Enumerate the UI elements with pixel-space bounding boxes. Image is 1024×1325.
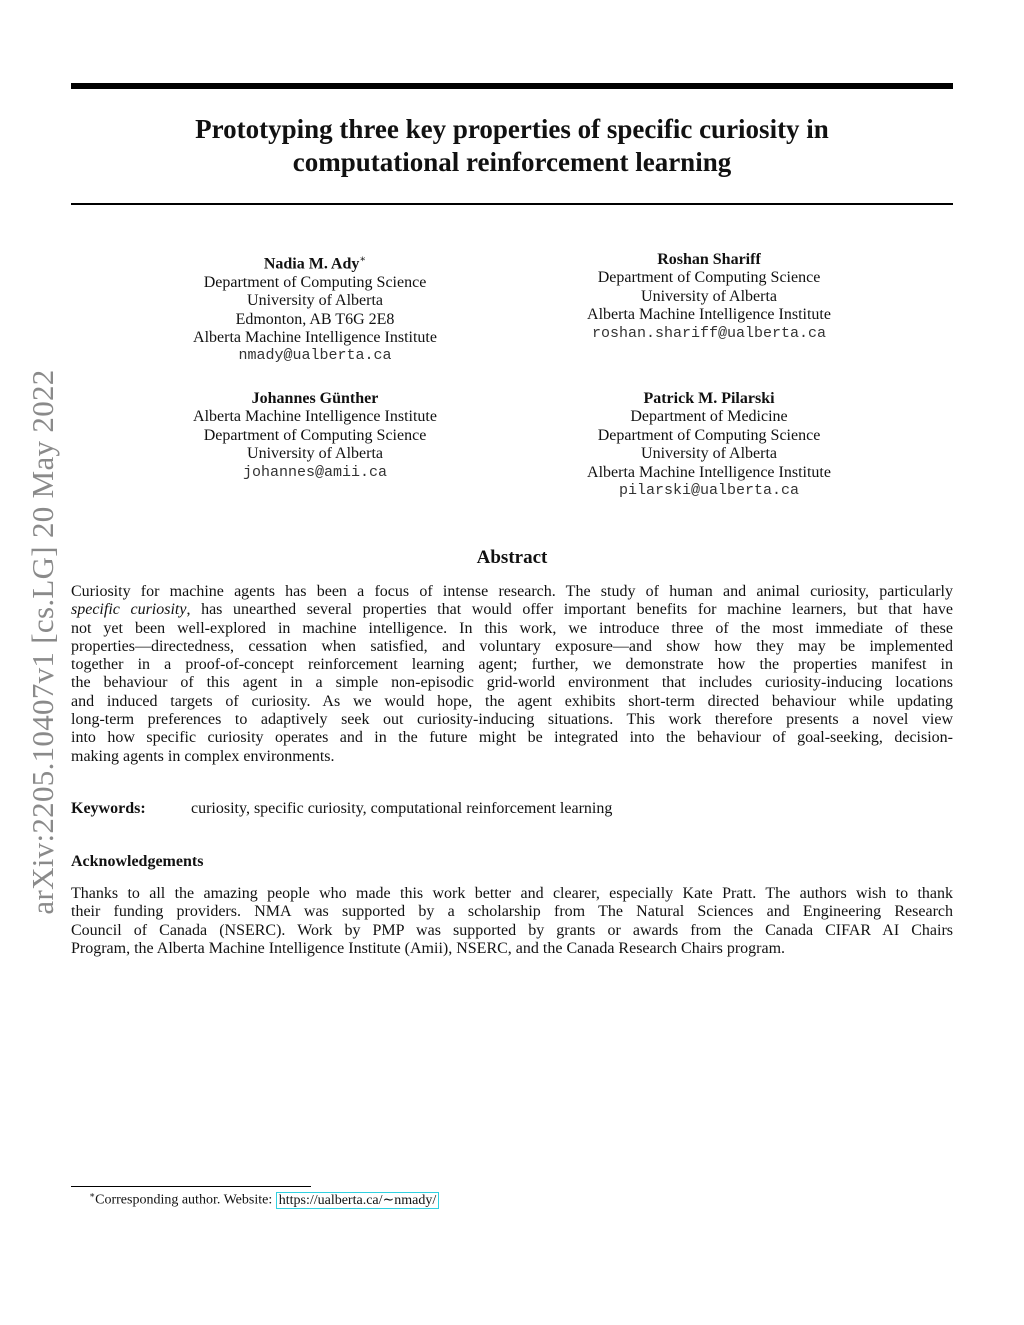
author-name: Patrick M. Pilarski: [643, 390, 775, 407]
keywords-label: Keywords:: [71, 800, 146, 817]
affiliation-line: Department of Medicine: [630, 408, 788, 426]
affiliation-line: Alberta Machine Intelligence Institute: [587, 306, 831, 324]
author-name: Nadia M. Ady∗: [263, 254, 367, 273]
title-line-2: computational reinforcement learning: [292, 147, 732, 177]
author-name: Johannes Günther: [251, 390, 379, 407]
footnote-text: Corresponding author. Website:: [95, 1192, 276, 1208]
affiliation-line: University of Alberta: [641, 287, 777, 305]
affiliation-line: Edmonton, AB T6G 2E8: [235, 310, 395, 328]
footnote-marker: ∗: [359, 254, 367, 265]
acknowledgements-line: their funding providers. NMA was supported by a scholarship from The Natural Sciences and Engineering Research: [71, 903, 953, 921]
author-email[interactable]: pilarski@ualberta.ca: [618, 482, 800, 500]
keywords-text: curiosity, specific curiosity, computational reinforcement learning: [191, 800, 613, 817]
abstract-line: long-term preferences to adaptively seek out curiosity-inducing situations. This work therefore presents a novel view: [71, 711, 953, 729]
title-line-1: Prototyping three key properties of specific curiosity in: [195, 114, 829, 144]
website-link[interactable]: https://ualberta.ca/∼nmady/: [276, 1192, 440, 1209]
author-block-pilarski: [509, 390, 909, 500]
abstract-line: together in a proof-of-concept reinforcement learning agent; further, we demonstrate how the properties manifest in: [71, 656, 953, 674]
paper-title: [71, 113, 953, 179]
abstract-line: into how specific curiosity operates and in the future might be integrated into the behaviour of goal-seeking, decision-: [71, 729, 953, 747]
acknowledgements-line: Council of Canada (NSERC). Work by PMP was supported by grants or awards from the Canada CIFAR AI Chairs: [71, 921, 953, 939]
acknowledgements-heading: Acknowledgements: [71, 853, 204, 870]
title-rule: [71, 203, 953, 205]
arxiv-stamp: arXiv:2205.10407v1 [cs.LG] 20 May 2022: [25, 369, 60, 915]
abstract-line: making agents in complex environments.: [71, 747, 335, 765]
affiliation-line: Department of Computing Science: [203, 426, 427, 444]
affiliation-line: Alberta Machine Intelligence Institute: [587, 463, 831, 481]
top-rule: [71, 83, 953, 89]
abstract-line: Curiosity for machine agents has been a focus of intense research. The study of human and animal curiosity, particularly: [71, 583, 953, 600]
abstract-line: specific curiosity, has unearthed several properties that would offer important benefits for machine learners, but that have: [71, 601, 953, 619]
footnote: [89, 1190, 439, 1209]
affiliation-line: University of Alberta: [247, 292, 383, 310]
abstract-line: properties—directedness, cessation when satisfied, and voluntary exposure—and show how they may be implemented: [71, 637, 953, 655]
affiliation-line: University of Alberta: [247, 445, 383, 463]
acknowledgements-body: [71, 885, 953, 958]
affiliation-line: Department of Computing Science: [203, 273, 427, 291]
author-email[interactable]: nmady@ualberta.ca: [238, 347, 392, 365]
footnote-rule: [71, 1186, 311, 1187]
abstract-heading: Abstract: [476, 547, 548, 568]
author-email[interactable]: roshan.shariff@ualberta.ca: [591, 324, 827, 342]
author-email[interactable]: johannes@amii.ca: [242, 463, 388, 481]
acknowledgements-line: Program, the Alberta Machine Intelligence Institute (Amii), NSERC, and the Canada Research Chairs program.: [71, 939, 786, 957]
affiliation-line: Alberta Machine Intelligence Institute: [193, 408, 437, 426]
author-block-ady: [115, 251, 515, 366]
author-name: Roshan Shariff: [657, 251, 761, 268]
affiliation-line: Department of Computing Science: [597, 426, 821, 444]
author-block-shariff: [509, 251, 909, 343]
author-block-gunther: [115, 390, 515, 482]
abstract-line: not yet been well-explored in machine intelligence. In this work, we introduce three of the most immediate of these: [71, 619, 953, 637]
abstract-line: the behaviour of this agent in a simple non-episodic grid-world environment that includes curiosity-inducing locations: [71, 674, 953, 692]
acknowledgements-line: Thanks to all the amazing people who made this work better and clearer, especially Kate Pratt. The authors wish to thank: [71, 885, 953, 902]
affiliation-line: Department of Computing Science: [597, 269, 821, 287]
affiliation-line: University of Alberta: [641, 445, 777, 463]
footnote-marker: ∗: [89, 1190, 96, 1200]
abstract-line: and induced targets of curiosity. As we would hope, the agent exhibits short-term directed behaviour while updating: [71, 692, 953, 710]
keywords-row: [71, 800, 612, 818]
affiliation-line: Alberta Machine Intelligence Institute: [193, 328, 437, 346]
abstract-body: [71, 583, 953, 766]
